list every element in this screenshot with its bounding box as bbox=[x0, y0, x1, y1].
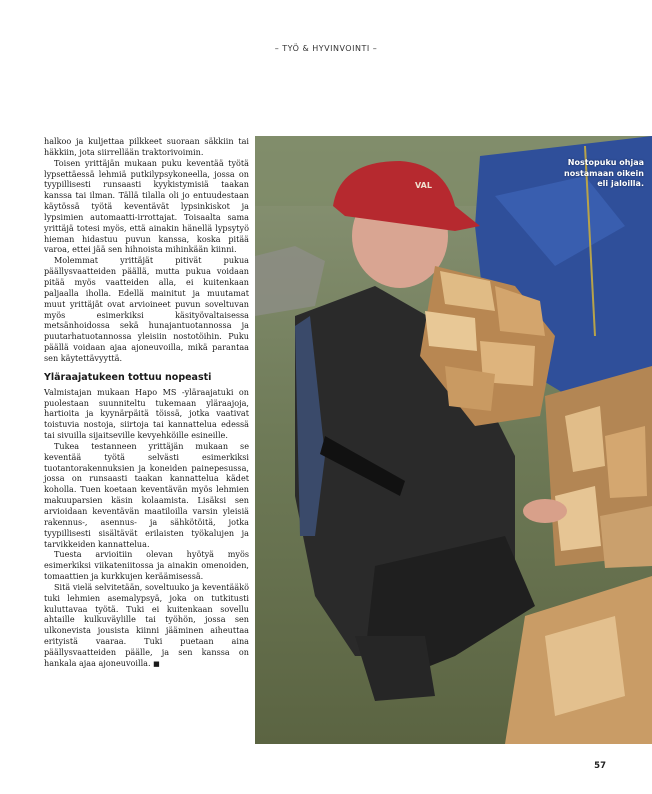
article-paragraph: Tukea testanneen yrittäjän mukaan se keventää työtä selvästi esimerkiksi tuotantorakennuksien ja koneiden painepesussa, jossa on runsaasti taakan kannattelua kädet koholla. Tuen koetaan keventävän myös lehmien makuuparsien käsin kolaamista. Lisäksi sen arvioidaan keventävän maatiloilla varsin yleisiä rakennus-, asennus- ja sähkötöitä, jotka tyypillisesti sisältävät erilaisten työkalujen ja tarvikkeiden kannattelua. bbox=[44, 440, 249, 549]
section-header bbox=[0, 44, 652, 53]
article-paragraph: Molemmat yrittäjät pitivät pukua päällysvaatteiden päällä, mutta pukua voidaan pitää myös vaatteiden alla, ei kuitenkaan paljaalla iholla. Edellä mainitut ja muutamat muut yrittäjät ovat arvioineet puvun soveltuvan myös esimerkiksi käsityövaltaisessa metsänhoidossa sekä hunajantuotannossa ja puutarhatuotannossa yleisiin nostotöihin. Puku päällä voidaan ajaa ajoneuvoilla, mikä parantaa sen käytettävyyttä. bbox=[44, 255, 249, 363]
photo-caption: Nostopuku ohjaa nostamaan oikein eli jaloilla. bbox=[564, 158, 644, 188]
article-paragraph bbox=[44, 582, 249, 670]
article-paragraph: Tuesta arvioitiin olevan hyötyä myös esimerkiksi viikateniitossa ja ainakin omenoiden, tomaattien ja kurkkujen keräämisessä. bbox=[44, 549, 249, 582]
section-title: – TYÖ & HYVINVOINTI – bbox=[274, 44, 378, 53]
article-column bbox=[44, 136, 249, 670]
article-paragraph-text: Sitä vielä selvitetään, soveltuuko ja keventääkö tuki lehmien asemalypsyä, joka on tutkitusti kuluttavaa työtä. Tuki ei kuitenkaan sovellu ahtaille kulkuväylille tai työhön, jossa sen ulkonevista jousista kiinni jääminen aiheuttaa erityistä vaaraa. Tuki puetaan aina päällysvaatteiden päälle, ja sen kanssa on hankala ajaa ajoneuvoilla. bbox=[44, 581, 249, 668]
article-subheading: Yläraajatukeen tottuu nopeasti bbox=[44, 371, 212, 383]
end-mark: ■ bbox=[153, 659, 160, 668]
rock bbox=[255, 246, 325, 316]
article-paragraph: halkoo ja kuljettaa pilkkeet suoraan säkkiin tai häkkiin, jota siirrellään traktorivoimin. bbox=[44, 136, 249, 157]
page-number: 57 bbox=[594, 761, 606, 771]
article-paragraph: Toisen yrittäjän mukaan puku keventää työtä lypsettäessä lehmiä putkilypsykoneella, jossa on tyypillisesti runsaasti kyykistymisiä taakan kanssa tai ilman. Tällä tilalla oli jo entuudestaan käytössä työtä keventävät lypsinkiskot ja lypsimien automaatti-irrottajat. Toisaalta sama yrittäjä totesi myös, että ainakin hänellä lypsytyö hieman hidastuu puvun kanssa, koska pitää varoa, ettei jää sen hihnoista mihinkään kiinni. bbox=[44, 157, 249, 255]
article-paragraph: Valmistajan mukaan Hapo MS -yläraajatuki on puolestaan suunniteltu tukemaan yläraajoja, hartioita ja kyynärpäitä töissä, jotka vaativat toistuvia nostoja, siirtoja tai kannattelua edessä tai sivuilla sijaitseville kevyehköille esineille. bbox=[44, 386, 249, 441]
photo-illustration bbox=[255, 136, 652, 744]
cap-logo: VAL bbox=[415, 181, 432, 190]
article-photo bbox=[255, 136, 652, 744]
